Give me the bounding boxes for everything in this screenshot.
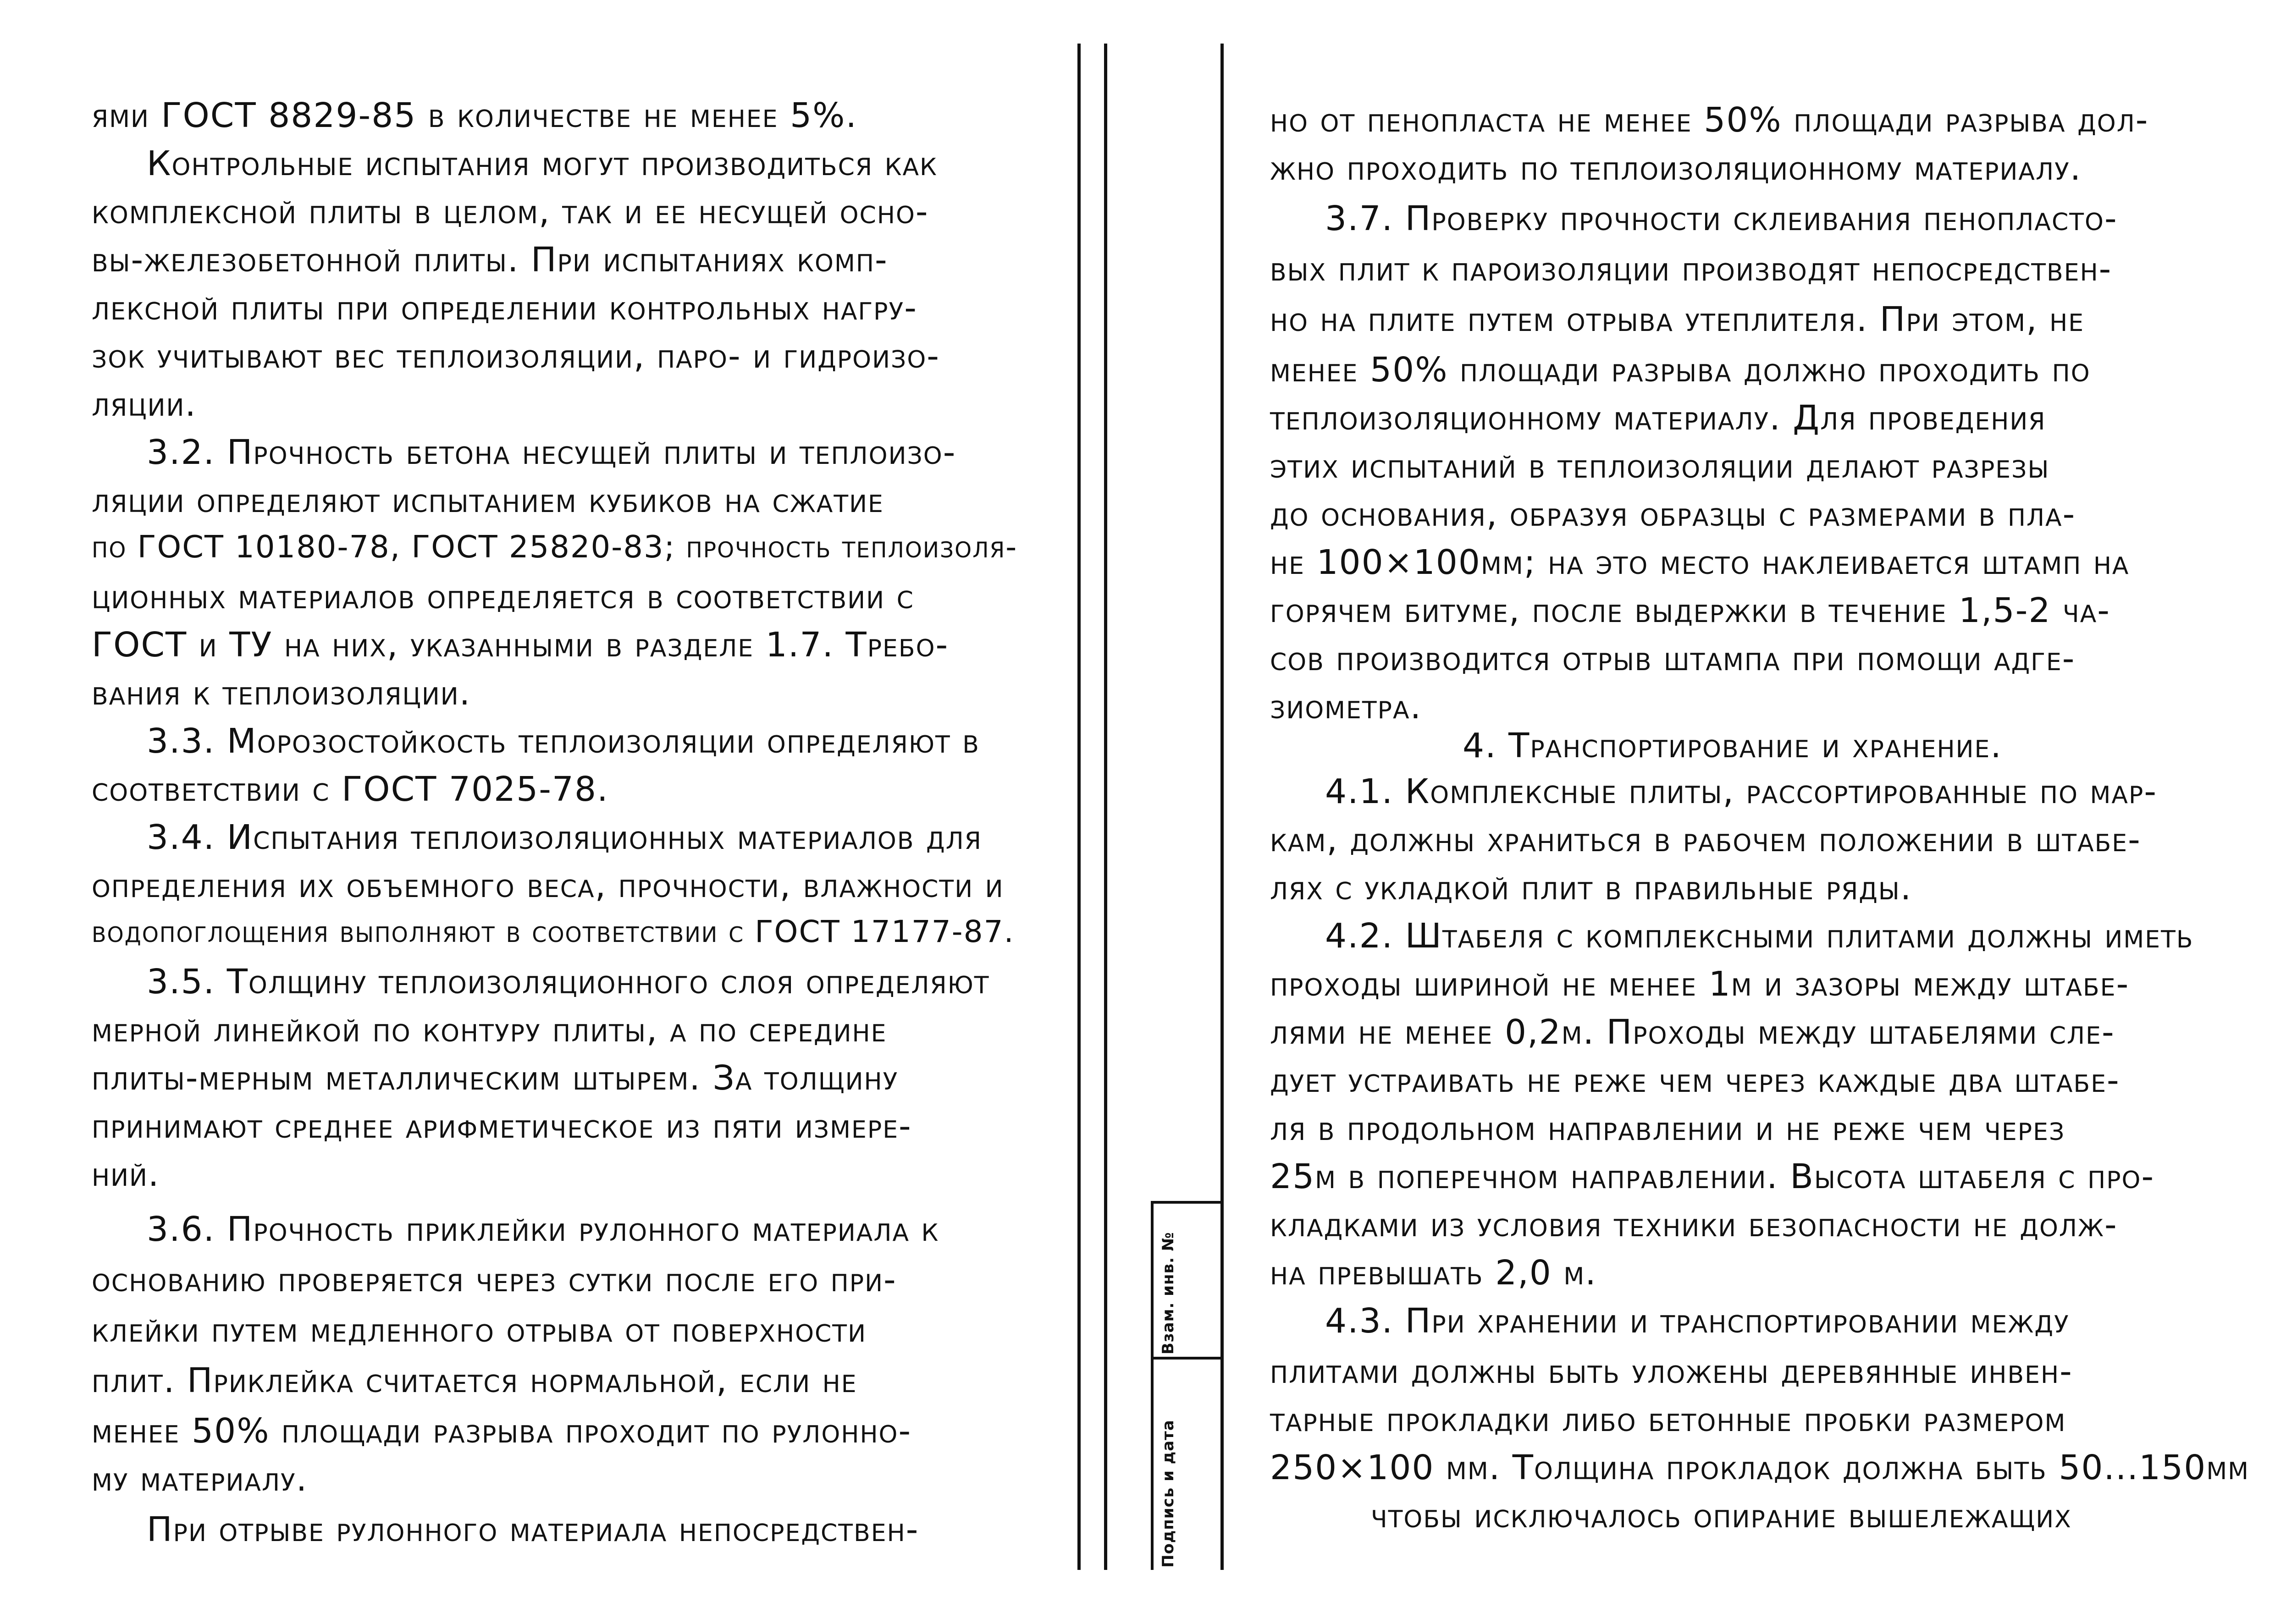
text-line: зиометра. [1270, 687, 1422, 727]
text-line: лями не менее 0,2м. Проходы между штабелями сле- [1270, 1013, 2115, 1052]
text-line: При отрыве рулонного материала непосредствен- [147, 1510, 919, 1549]
text-line: водопоглощения выполняют в соответствии с ГОСТ 17177-87. [92, 914, 1015, 949]
text-line: вых плит к пароизоляции производят непосредствен- [1270, 249, 2112, 289]
binding-rule-middle [1104, 44, 1107, 1570]
text-line: лексной плиты при определении контрольных нагру- [92, 288, 917, 328]
text-line: горячем битуме, после выдержки в течение 1,5-2 ча- [1270, 591, 2110, 630]
text-line: менее 50% площади разрыва проходит по рулонно- [92, 1411, 912, 1451]
binding-rule-right [1220, 44, 1224, 1570]
text-line: соответствии с ГОСТ 7025-78. [92, 770, 609, 809]
text-line: 3.4. Испытания теплоизоляционных материалов для [147, 818, 982, 857]
text-line: принимают среднее арифметическое из пяти измере- [92, 1107, 912, 1146]
section-heading: 4. Транспортирование и хранение. [1463, 726, 2002, 765]
stamp-top-line [1151, 1201, 1222, 1204]
text-line: 4.1. Комплексные плиты, рассортированные по мар- [1325, 772, 2158, 811]
text-line: до основания, образуя образцы с размерами в пла- [1270, 495, 2076, 534]
text-line: Контрольные испытания могут производиться как [147, 144, 938, 183]
text-line: вы-железобетонной плиты. При испытаниях комп- [92, 240, 888, 280]
stamp-mid-line [1151, 1357, 1222, 1360]
text-line: 4.2. Штабеля с комплексными плитами должны иметь [1325, 916, 2194, 956]
text-line: комплексной плиты в целом, так и ее несущей осно- [92, 192, 929, 231]
text-line: ями ГОСТ 8829-85 в количестве не менее 5%. [92, 96, 858, 135]
text-line: клейки путем медленного отрыва от поверхности [92, 1310, 867, 1350]
text-line: 3.3. Морозостойкость теплоизоляции определяют в [147, 721, 980, 761]
text-line: но от пенопласта не менее 50% площади разрыва дол- [1270, 100, 2149, 140]
text-line: 250×100 мм. Толщина прокладок должна быть 50...150мм [1270, 1448, 2250, 1487]
text-line: чтобы исключалось опирание вышележащих [1371, 1496, 2072, 1536]
text-line: дует устраивать не реже чем через каждые два штабе- [1270, 1061, 2120, 1100]
text-line: лях с укладкой плит в правильные ряды. [1270, 868, 1912, 908]
text-line: менее 50% площади разрыва должно проходить по [1270, 350, 2091, 390]
text-line: 3.5. Толщину теплоизоляционного слоя определяют [147, 962, 990, 1002]
text-line: определения их объемного веса, прочности, влажности и [92, 866, 1004, 905]
text-line: тарные прокладки либо бетонные пробки размером [1270, 1400, 2066, 1439]
text-line: ГОСТ и ТУ на них, указанными в разделе 1.7. Требо- [92, 625, 949, 665]
stamp-label-replaced-inventory: Взам. инв. № [1159, 1232, 1177, 1354]
text-line: мерной линейкой по контуру плиты, а по середине [92, 1010, 887, 1050]
text-line: по ГОСТ 10180-78, ГОСТ 25820-83; прочность теплоизоля- [92, 529, 1018, 565]
text-line: этих испытаний в теплоизоляции делают разрезы [1270, 446, 2050, 486]
text-line: зок учитывают вес теплоизоляции, паро- и гидроизо- [92, 336, 940, 376]
text-line: плиты-мерным металлическим штырем. За толщину [92, 1058, 899, 1098]
text-line: плитами должны быть уложены деревянные инвен- [1270, 1352, 2073, 1391]
text-line: 3.6. Прочность приклейки рулонного материала к [147, 1210, 939, 1249]
binding-rule-left [1077, 44, 1081, 1570]
text-line: кладками из условия техники безопасности не долж- [1270, 1205, 2118, 1244]
text-line: 25м в поперечном направлении. Высота штабеля с про- [1270, 1157, 2155, 1196]
text-line: кам, должны храниться в рабочем положении в штабе- [1270, 820, 2141, 859]
text-line: ляции. [92, 385, 197, 424]
text-line: но на плите путем отрыва утеплителя. При этом, не [1270, 300, 2085, 339]
text-line: ля в продольном направлении и не реже чем через [1270, 1109, 2065, 1148]
text-line: 4.3. При хранении и транспортировании между [1325, 1301, 2070, 1341]
text-line: ний. [92, 1155, 160, 1194]
text-line: сов производится отрыв штампа при помощи адге- [1270, 639, 2076, 678]
text-line: му материалу. [92, 1459, 308, 1499]
text-line: ляции определяют испытанием кубиков на сжатие [92, 481, 884, 520]
text-line: не 100×100мм; на это место наклеивается штамп на [1270, 543, 2130, 582]
text-line: теплоизоляционному материалу. Для проведения [1270, 398, 2046, 438]
text-line: 3.7. Проверку прочности склеивания пенопласто- [1325, 199, 2118, 238]
text-line: жно проходить по теплоизоляционному материалу. [1270, 149, 2082, 188]
stamp-label-signature-date: Подпись и дата [1159, 1420, 1177, 1568]
text-line: основанию проверяется через сутки после его при- [92, 1260, 897, 1299]
text-line: плит. Приклейка считается нормальной, если не [92, 1361, 857, 1400]
text-line: проходы шириной не менее 1м и зазоры между штабе- [1270, 964, 2130, 1004]
stamp-column-divider [1151, 1201, 1154, 1570]
text-line: на превышать 2,0 м. [1270, 1253, 1597, 1293]
text-line: вания к теплоизоляции. [92, 673, 471, 713]
text-line: 3.2. Прочность бетона несущей плиты и теплоизо- [147, 433, 956, 472]
text-line: ционных материалов определяется в соответствии с [92, 577, 914, 617]
